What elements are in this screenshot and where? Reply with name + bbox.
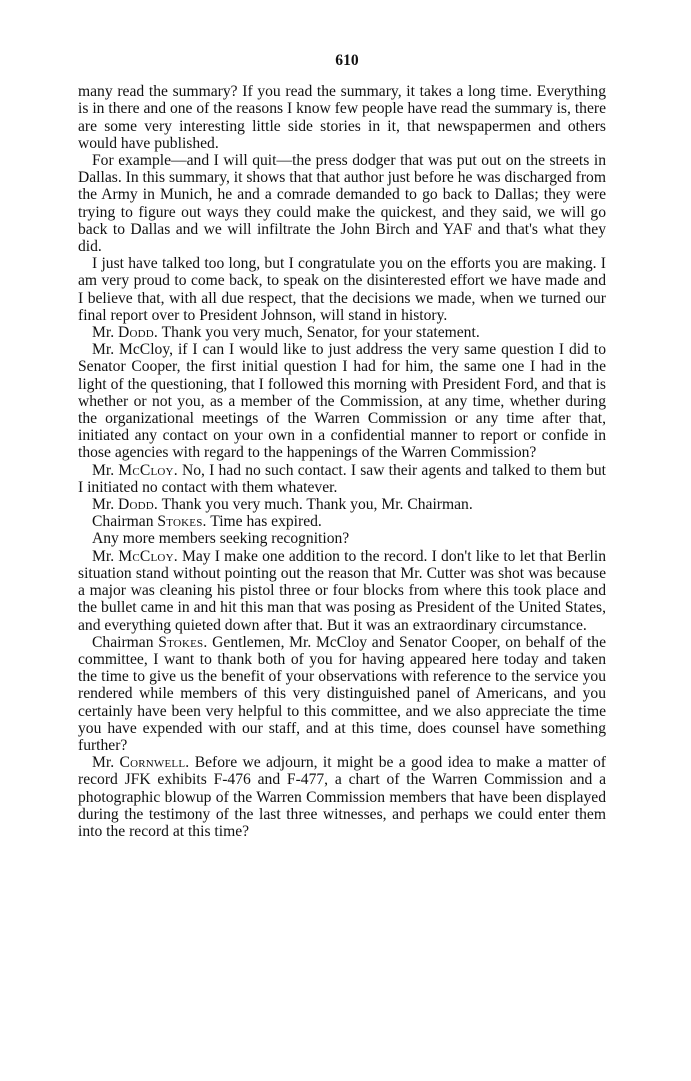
paragraph-text: many read the summary? If you read the summary, it takes a long time. Everything is in there and one of the reasons I know few people have read the summary is, there are some very interesting little side stories in it, that newspapermen and others would have published. bbox=[78, 83, 606, 152]
paragraph-text: Time has expired. bbox=[206, 513, 322, 531]
paragraph-text: Any more members seeking recognition? bbox=[92, 530, 350, 548]
paragraph bbox=[78, 754, 606, 840]
paragraph-text: Before we adjourn, it might be a good idea to make a matter of record JFK exhibits F-476 and F-477, a chart of the Warren Commission and a photographic blowup of the Warren Commission members that have been displayed during the testimony of the last three witnesses, and perhaps we could enter them into the record at this time? bbox=[78, 754, 606, 840]
page-number: 610 bbox=[335, 52, 359, 69]
speaker-name: Dodd. bbox=[118, 324, 158, 342]
speaker-prefix: Chairman bbox=[92, 513, 158, 531]
paragraph bbox=[78, 548, 606, 634]
paragraph bbox=[78, 530, 606, 547]
paragraph bbox=[78, 634, 606, 754]
speaker-prefix: Chairman bbox=[92, 633, 159, 651]
paragraph bbox=[78, 496, 606, 513]
paragraph bbox=[78, 324, 606, 341]
paragraph-text: Mr. McCloy, if I can I would like to just address the very same question I did to Senator Cooper, the first initial question I had for him, the same one I had in the light of the questioning, that I followed this morning with President Ford, and that is whether or not you, as a member of the Commission, at any time, whether during the organizational meetings of the Warren Commission or any time after that, initiated any contact on your own in a confidential manner to report or confide in those agencies with regard to the happenings of the Warren Commission? bbox=[78, 341, 606, 462]
paragraph-text: For example—and I will quit—the press dodger that was put out on the streets in Dallas. In this summary, it shows that that author just before he was discharged from the Army in Munich, he and a comrade demanded to go back to Dallas; they were trying to figure out ways they could make the quickest, and they said, we will go back to Dallas and we will infiltrate the John Birch and YAF and that's what they did. bbox=[78, 152, 606, 256]
paragraph-text: May I make one addition to the record. I don't like to let that Berlin situation stand without pointing out the reason that Mr. Cutter was shot was because a major was cleaning his pistol three or four blocks from where this took place and the bullet came in and hit this man that was posing as President of the United States, and everything quieted down after that. But it was an extraordinary circumstance. bbox=[78, 547, 606, 634]
speaker-prefix: Mr. bbox=[92, 754, 120, 772]
paragraph-text: Thank you very much. Thank you, Mr. Chairman. bbox=[158, 496, 473, 514]
paragraph-text: No, I had no such contact. I saw their agents and talked to them but I initiated no contact with them whatever. bbox=[78, 461, 606, 496]
speaker-name: McCloy. bbox=[118, 461, 178, 479]
paragraph-text: I just have talked too long, but I congratulate you on the efforts you are making. I am very proud to come back, to speak on the disinterested effort we have made and I believe that, with all due respect, that the decisions we made, when we turned our final report over to President Johnson, will stand in history. bbox=[78, 255, 606, 324]
paragraph-text: Thank you very much, Senator, for your statement. bbox=[158, 324, 480, 342]
speaker-prefix: Mr. bbox=[92, 461, 119, 479]
speaker-name: Stokes. bbox=[158, 633, 208, 651]
paragraph bbox=[78, 152, 606, 255]
paragraph bbox=[78, 255, 606, 324]
paragraph-text: Gentlemen, Mr. McCloy and Senator Cooper, on behalf of the committee, I want to thank both of you for having appeared here today and taken the time to give us the benefit of your observations with reference to the service you rendered while members of this very distinguished panel of Americans, and you certainly have been very helpful to this committee, and we also appreciate the time you have expended with our staff, and at this time, does counsel have something further? bbox=[78, 633, 607, 754]
paragraph bbox=[78, 513, 606, 530]
speaker-name: Stokes. bbox=[157, 513, 207, 531]
document-page bbox=[78, 52, 606, 840]
paragraph bbox=[78, 462, 606, 496]
speaker-prefix: Mr. bbox=[92, 547, 119, 565]
speaker-name: McCloy. bbox=[118, 547, 178, 565]
paragraph bbox=[78, 341, 606, 461]
paragraph bbox=[78, 83, 606, 152]
speaker-name: Dodd. bbox=[118, 496, 158, 514]
speaker-prefix: Mr. bbox=[92, 324, 118, 342]
speaker-prefix: Mr. bbox=[92, 496, 118, 514]
speaker-name: Cornwell. bbox=[119, 754, 190, 772]
